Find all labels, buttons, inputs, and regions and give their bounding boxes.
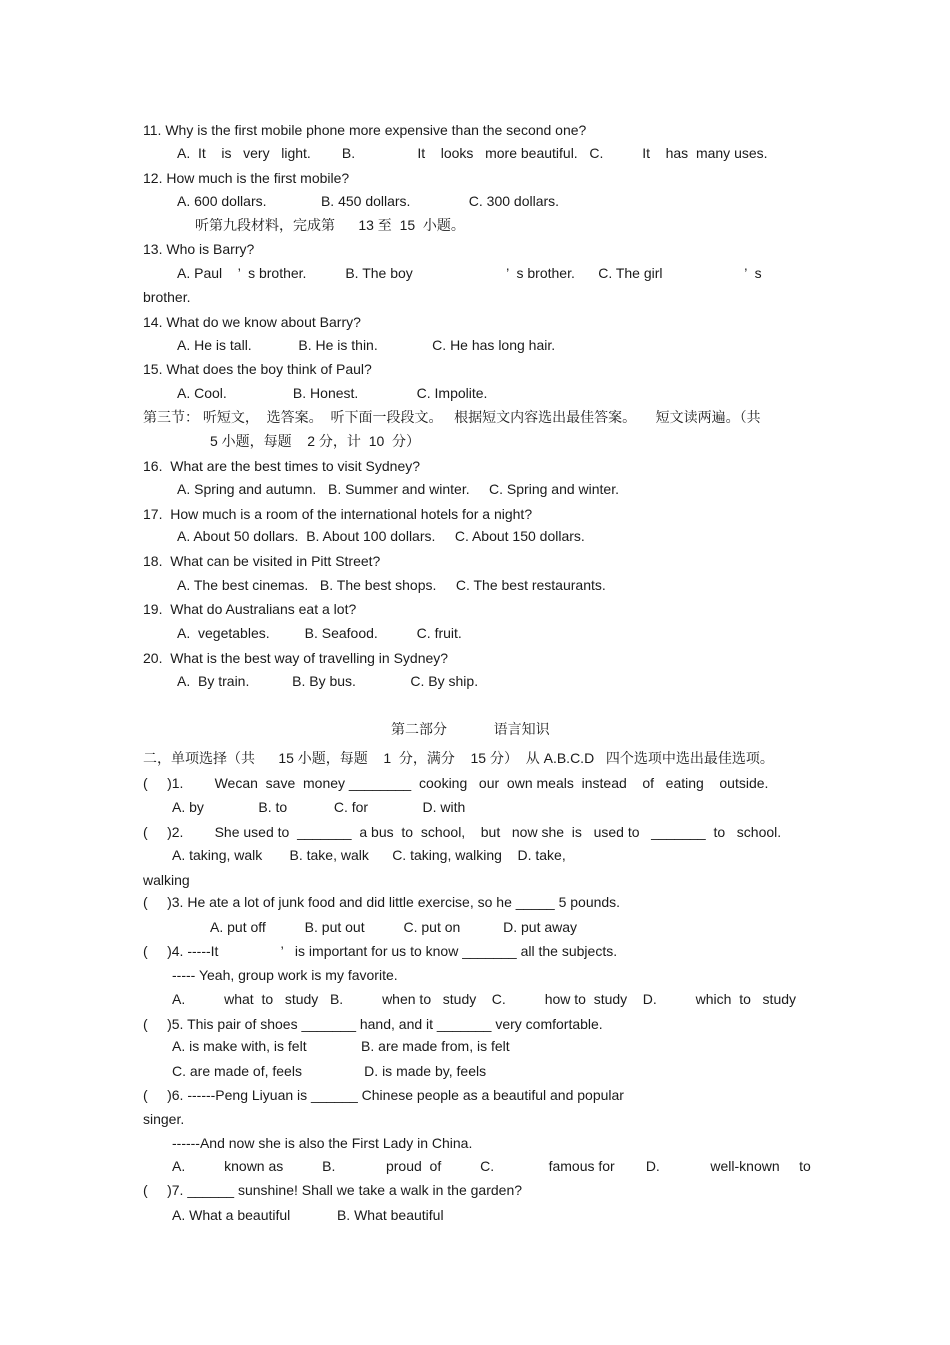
question-15: 15. What does the boy think of Paul?	[143, 361, 372, 377]
mc-question-4-options: A. what to study B. when to study C. how to study D. which to study	[172, 991, 797, 1007]
mc-question-4: ( )4. -----It ’ is important for us to know _______ all the subjects.	[143, 943, 618, 959]
mc-question-2-options-cont: walking	[143, 872, 190, 888]
section-3-heading-cont: 5 小题，每题 2 分，计 10 分）	[210, 433, 421, 449]
mc-question-6-cont: singer.	[143, 1111, 185, 1127]
question-15-options: A. Cool. B. Honest. C. Impolite.	[177, 385, 488, 401]
question-13: 13. Who is Barry?	[143, 241, 255, 257]
question-18-options: A. The best cinemas. B. The best shops. C. The best restaurants.	[177, 577, 606, 593]
question-13-options: A. Paul ’ s brother. B. The boy ’ s brother. C. The girl ’ s	[177, 265, 762, 281]
mc-question-5-options-cd: C. are made of, feels D. is made by, feels	[172, 1063, 487, 1079]
mc-question-4-reply: ----- Yeah, group work is my favorite.	[172, 967, 398, 983]
mc-question-7: ( )7. ______ sunshine! Shall we take a walk in the garden?	[143, 1182, 523, 1198]
mc-question-6: ( )6. ------Peng Liyuan is ______ Chinese people as a beautiful and popular	[143, 1087, 624, 1103]
mc-question-5: ( )5. This pair of shoes _______ hand, and it _______ very comfortable.	[143, 1016, 603, 1032]
question-13-options-cont: brother.	[143, 289, 191, 305]
part-2-title: 第二部分 语言知识	[391, 721, 550, 737]
question-17: 17. How much is a room of the international hotels for a night?	[143, 506, 533, 522]
part-2-instruction: 二，单项选择（共 15 小题，每题 1 分，满分 15 分） 从 A.B.C.D 四个选项中选出最佳选项。	[143, 750, 774, 766]
mc-question-5-options-ab: A. is make with, is felt B. are made from, is felt	[172, 1038, 510, 1054]
question-19: 19. What do Australians eat a lot?	[143, 601, 357, 617]
mc-question-3: ( )3. He ate a lot of junk food and did little exercise, so he _____ 5 pounds.	[143, 894, 621, 910]
question-14: 14. What do we know about Barry?	[143, 314, 361, 330]
question-12-options: A. 600 dollars. B. 450 dollars. C. 300 dollars.	[177, 193, 560, 209]
question-14-options: A. He is tall. B. He is thin. C. He has long hair.	[177, 337, 556, 353]
mc-question-1: ( )1. Wecan save money ________ cooking our own meals instead of eating outside.	[143, 775, 769, 791]
question-20-options: A. By train. B. By bus. C. By ship.	[177, 673, 479, 689]
question-19-options: A. vegetables. B. Seafood. C. fruit.	[177, 625, 462, 641]
question-16-options: A. Spring and autumn. B. Summer and winter. C. Spring and winter.	[177, 481, 619, 497]
section-3-heading: 第三节： 听短文， 选答案。 听下面一段段文。 根据短文内容选出最佳答案。 短文读两遍。（共	[143, 409, 761, 425]
question-20: 20. What is the best way of travelling in Sydney?	[143, 650, 449, 666]
question-12: 12. How much is the first mobile?	[143, 170, 350, 186]
question-16: 16. What are the best times to visit Sydney?	[143, 458, 421, 474]
question-11-options: A. It is very light. B. It looks more beautiful. C. It has many uses.	[177, 145, 768, 161]
mc-question-6-options: A. known as B. proud of C. famous for D. well-known to	[172, 1158, 811, 1174]
question-17-options: A. About 50 dollars. B. About 100 dollars. C. About 150 dollars.	[177, 528, 585, 544]
section-instruction-9: 听第九段材料，完成第 13 至 15 小题。	[195, 217, 465, 233]
mc-question-2-options: A. taking, walk B. take, walk C. taking, walking D. take,	[172, 847, 566, 863]
question-18: 18. What can be visited in Pitt Street?	[143, 553, 381, 569]
mc-question-7-options: A. What a beautiful B. What beautiful	[172, 1207, 444, 1223]
mc-question-2: ( )2. She used to _______ a bus to school, but now she is used to _______ to school.	[143, 824, 782, 840]
mc-question-1-options: A. by B. to C. for D. with	[172, 799, 466, 815]
question-11: 11. Why is the first mobile phone more expensive than the second one?	[143, 122, 587, 138]
mc-question-6-reply: ------And now she is also the First Lady in China.	[172, 1135, 473, 1151]
mc-question-3-options: A. put off B. put out C. put on D. put away	[210, 919, 578, 935]
